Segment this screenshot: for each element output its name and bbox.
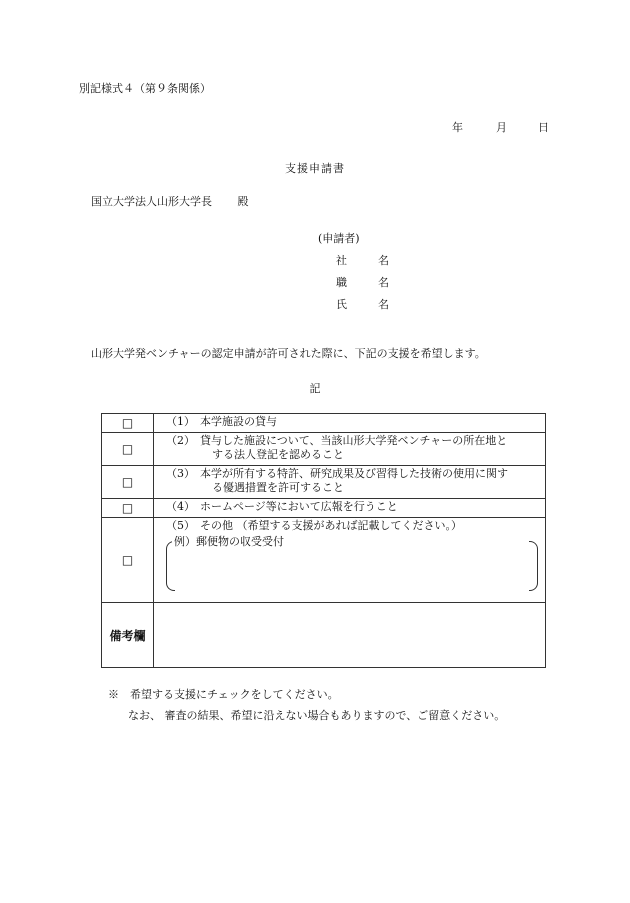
remarks-field[interactable] [154, 603, 546, 668]
option-number: （4） [166, 500, 195, 513]
support-options-table [101, 413, 546, 668]
option-text-5 [154, 518, 546, 603]
option-row-3 [102, 466, 546, 499]
option-label-cont: する法人登記を認めること [212, 448, 344, 461]
remarks-label: 備考欄 [102, 603, 154, 668]
option-label: 貸与した施設について、当該山形大学発ベンチャーの所在地と [200, 434, 508, 447]
option-text-2 [154, 433, 546, 466]
option-text-3 [154, 466, 546, 499]
person-name-label: 氏 名 [336, 298, 399, 311]
applicant-label: (申請者) [318, 232, 360, 245]
option-text-4 [154, 499, 546, 518]
option-number: （2） [166, 434, 195, 447]
remarks-row [102, 603, 546, 668]
intro-text: 山形大学発ベンチャーの認定申請が許可された際に、下記の支援を希望します。 [91, 347, 486, 360]
other-request-field[interactable] [166, 537, 538, 591]
date-line [452, 119, 549, 135]
option-label: ホームページ等において広報を行うこと [200, 500, 398, 513]
option-number: （1） [166, 415, 195, 428]
addressee-honorific: 殿 [237, 195, 249, 208]
form-number: 別記様式４（第９条関係） [79, 82, 211, 95]
option-label: その他 （希望する支援があれば記載してください。） [200, 519, 462, 532]
date-month: 月 [496, 121, 507, 134]
option-checkbox-5[interactable]: □ [102, 518, 154, 603]
ki-heading: 記 [309, 382, 321, 395]
option-checkbox-2[interactable]: □ [102, 433, 154, 466]
addressee-name: 国立大学法人山形大学長 [91, 195, 212, 208]
option-label: 本学が所有する特許、研究成果及び習得した技術の使用に関す [200, 467, 508, 480]
other-example-text: 例）郵便物の収受受付 [174, 535, 284, 548]
option-checkbox-1[interactable]: □ [102, 414, 154, 433]
option-number: （3） [166, 467, 195, 480]
option-label-cont: る優遇措置を許可すること [212, 481, 344, 494]
company-name-label: 社 名 [336, 254, 399, 267]
option-row-2 [102, 433, 546, 466]
position-label: 職 名 [336, 276, 399, 289]
right-bracket [529, 541, 538, 591]
addressee [91, 193, 249, 209]
date-day: 日 [538, 121, 549, 134]
document-title: 支援申請書 [285, 162, 345, 175]
option-row-4 [102, 499, 546, 518]
note-disclaimer: なお、 審査の結果、希望に沿えない場合もありますので、ご留意ください。 [128, 709, 506, 722]
option-text-1 [154, 414, 546, 433]
date-year: 年 [452, 121, 463, 134]
option-checkbox-4[interactable]: □ [102, 499, 154, 518]
option-checkbox-3[interactable]: □ [102, 466, 154, 499]
applicant-block [318, 230, 399, 312]
option-row-1 [102, 414, 546, 433]
option-row-5 [102, 518, 546, 603]
option-label: 本学施設の貸与 [200, 415, 277, 428]
note-check: ※ 希望する支援にチェックをしてください。 [108, 688, 339, 701]
option-number: （5） [166, 519, 195, 532]
